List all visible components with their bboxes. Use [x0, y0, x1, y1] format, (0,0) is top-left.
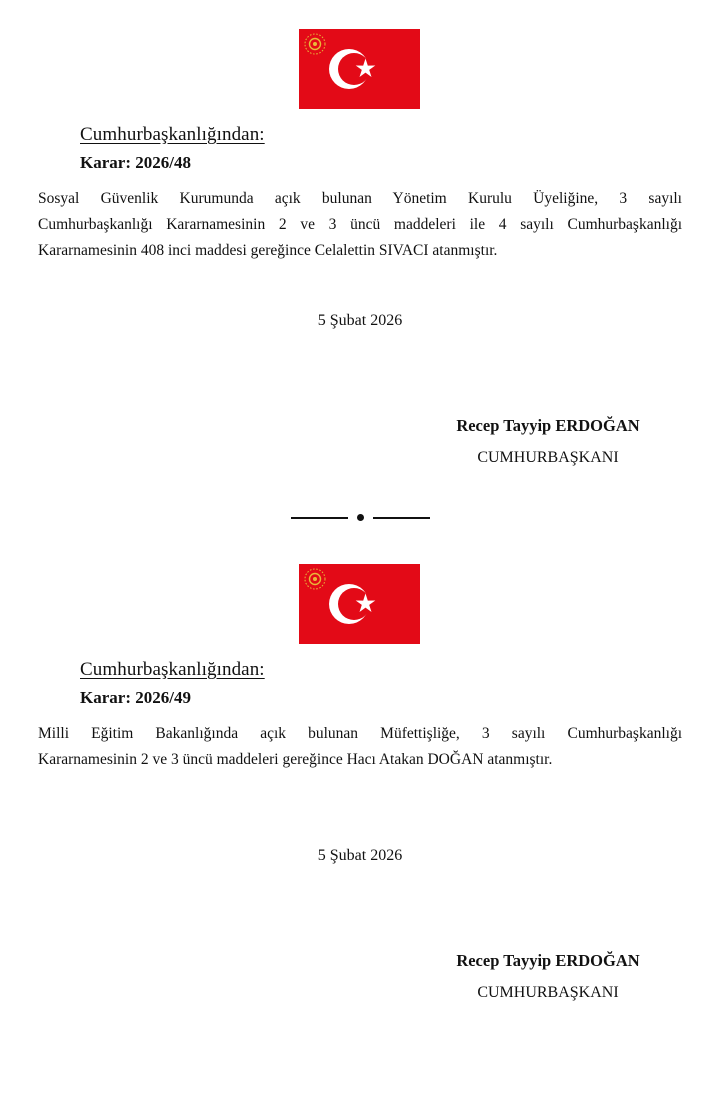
body-line: Kararnamesinin 2 ve 3 üncü maddeleri gereğince Hacı Atakan DOĞAN atanmıştır.	[38, 751, 553, 768]
signatory-title: CUMHURBAŞKANI	[477, 449, 619, 466]
body-line: Milli Eğitim Bakanlığında açık bulunan Müfettişliğe, 3 sayılı Cumhurbaşkanlığı	[38, 725, 682, 742]
decree-2026-48	[0, 0, 720, 520]
decree-date: 5 Şubat 2026	[317, 312, 403, 329]
decree-2026-49	[0, 535, 720, 1055]
turkish-flag-icon	[299, 29, 420, 109]
issuer-heading: Cumhurbaşkanlığından:	[80, 124, 265, 145]
signatory-name: Recep Tayyip ERDOĞAN	[456, 416, 640, 435]
separator-divider-icon	[291, 510, 430, 524]
decree-body	[38, 721, 682, 773]
divider-dot	[357, 514, 364, 521]
decision-number: Karar: 2026/48	[80, 153, 191, 172]
flag-svg	[299, 564, 420, 644]
body-line: Kararnamesinin 408 inci maddesi gereğince Celalettin SIVACI atanmıştır.	[38, 242, 498, 259]
flag-svg	[299, 29, 420, 109]
decision-number: Karar: 2026/49	[80, 688, 191, 707]
turkish-flag-icon	[299, 564, 420, 644]
signatory-name: Recep Tayyip ERDOĞAN	[456, 951, 640, 970]
issuer-heading: Cumhurbaşkanlığından:	[80, 659, 265, 680]
signatory-title: CUMHURBAŞKANI	[477, 984, 619, 1001]
divider-line-right	[373, 517, 430, 519]
body-line: Sosyal Güvenlik Kurumunda açık bulunan Yönetim Kurulu Üyeliğine, 3 sayılı	[38, 190, 682, 207]
decree-body	[38, 186, 682, 264]
body-line: Cumhurbaşkanlığı Kararnamesinin 2 ve 3 üncü maddeleri ile 4 sayılı Cumhurbaşkanlığı	[38, 216, 682, 233]
divider-line-left	[291, 517, 348, 519]
decree-date: 5 Şubat 2026	[317, 847, 403, 864]
